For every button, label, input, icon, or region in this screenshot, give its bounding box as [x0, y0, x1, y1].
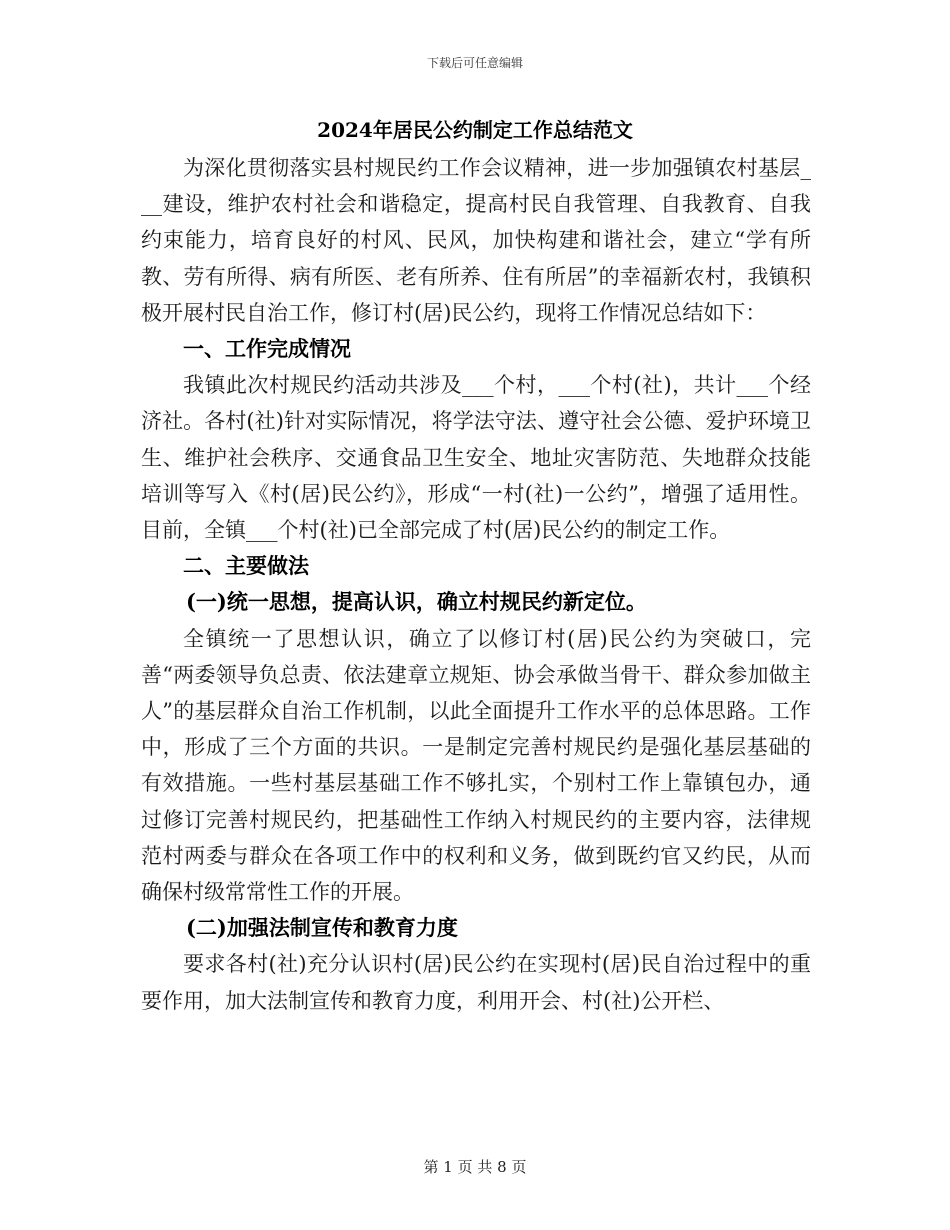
subsection-2-paragraph: 要求各村(社)充分认识村(居)民公约在实现村(居)民自治过程中的重要作用，加大法制宣传和教育力度，利用开会、村(社)公开栏、 [141, 952, 811, 1013]
page-footer: 第 1 页 共 8 页 [423, 1158, 527, 1176]
intro-paragraph: 为深化贯彻落实县村规民约工作会议精神，进一步加强镇农村基层___建设，维护农村社会和谐稳定，提高村民自我管理、自我教育、自我约束能力，培育良好的村风、民风，加快构建和谐社会，建立“学有所教、劳有所得、病有所医、老有所养、住有所居”的幸福新农村，我镇积极开展村民自治工作，修订村(居)民公约，现将工作情况总结如下： [141, 156, 811, 325]
section-heading-2: 二、主要做法 [183, 553, 309, 579]
section-1-paragraph: 我镇此次村规民约活动共涉及___个村，___个村(社)，共计___个经济社。各村(社)针对实际情况，将学法守法、遵守社会公德、爱护环境卫生、维护社会秩序、交通食品卫生安全、地址灾害防范、失地群众技能培训等写入《村(居)民公约》，形成“一村(社)一公约”，增强了适用性。目前，全镇___个村(社)已全部完成了村(居)民公约的制定工作。 [141, 373, 811, 543]
document-title: 2024年居民公约制定工作总结范文 [317, 118, 633, 142]
section-heading-1: 一、工作完成情况 [183, 336, 351, 362]
subsection-heading-2: (二)加强法制宣传和教育力度 [186, 915, 458, 941]
header-note: 下载后可任意编辑 [426, 56, 523, 70]
subsection-heading-1: (一)统一思想，提高认识，确立村规民约新定位。 [186, 589, 647, 615]
subsection-1-paragraph: 全镇统一了思想认识，确立了以修订村(居)民公约为突破口，完善“两委领导负总责、依法建章立规矩、协会承做当骨干、群众参加做主人”的基层群众自治工作机制，以此全面提升工作水平的总体思路。工作中，形成了三个方面的共识。一是制定完善村规民约是强化基层基础的有效措施。一些村基层基础工作不够扎实，个别村工作上靠镇包办，通过修订完善村规民约，把基础性工作纳入村规民约的主要内容，法律规范村两委与群众在各项工作中的权利和义务，做到既约官又约民，从而确保村级常常性工作的开展。 [141, 626, 811, 905]
document-body [141, 150, 811, 1019]
